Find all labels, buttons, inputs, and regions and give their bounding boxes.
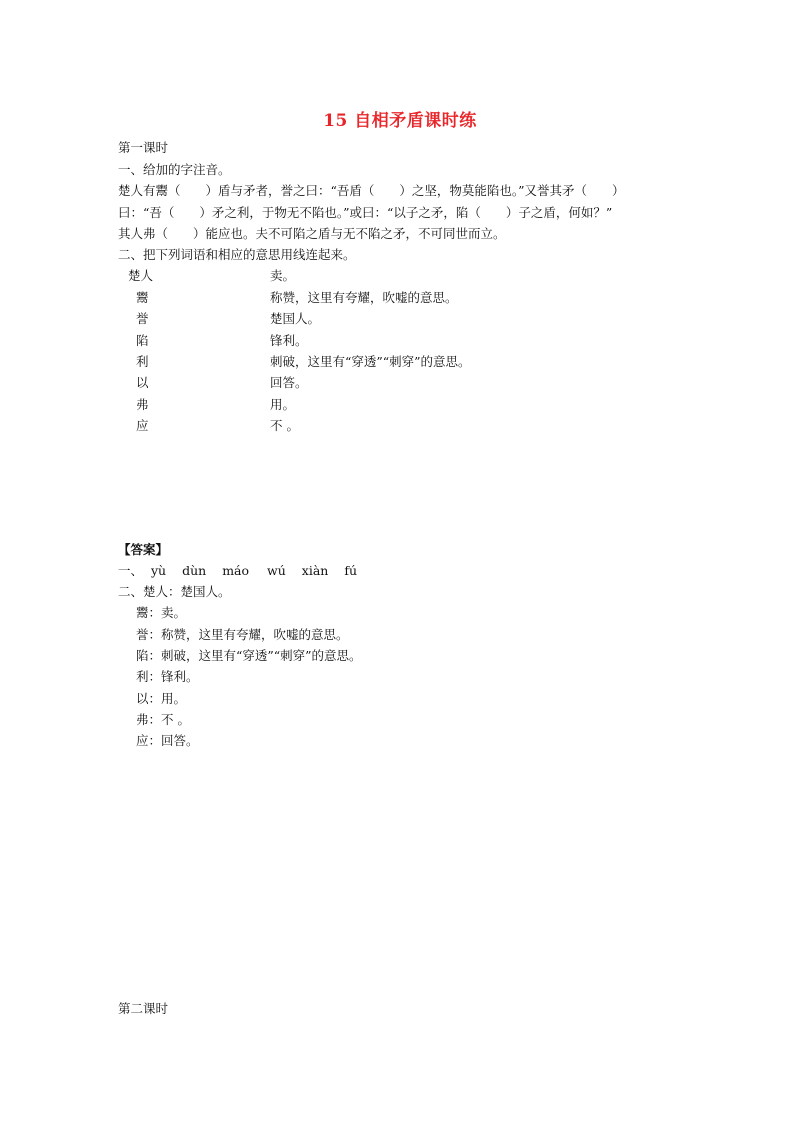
page-title: 15 自相矛盾课时练 (323, 111, 477, 131)
answer-row: 誉：称赞，这里有夸耀，吹嘘的意思。 (136, 627, 349, 642)
match-word: 以 (136, 375, 149, 390)
lesson1-heading: 第一课时 (118, 140, 169, 155)
answer-row: 弗：不 。 (136, 712, 190, 727)
answer1-prefix: 一、 (118, 563, 144, 578)
pinyin-answer: dùn (182, 563, 207, 578)
match-meaning: 回答。 (270, 375, 308, 390)
pinyin-answer: yù (151, 563, 167, 578)
question1-label: 一、给加的字注音。 (118, 162, 231, 177)
answer-row: 利：锋利。 (136, 669, 199, 684)
match-meaning: 称赞，这里有夸耀，吹嘘的意思。 (270, 290, 458, 305)
match-meaning: 刺破，这里有“穿透”“刺穿”的意思。 (270, 354, 471, 369)
answer-row: 应：回答。 (136, 733, 199, 748)
match-word: 鬻 (136, 290, 149, 305)
match-word: 利 (136, 354, 149, 369)
pinyin-answer: máo (222, 563, 250, 578)
match-meaning: 锋利。 (270, 333, 308, 348)
answer-row: 陷：刺破，这里有“穿透”“刺穿”的意思。 (136, 648, 362, 663)
passage-line-1: 楚人有鬻（ ）盾与矛者，誉之曰：“吾盾（ ）之坚，物莫能陷也。”又誉其矛（ ） (118, 183, 625, 198)
passage-line-2: 曰：“吾（ ）矛之利，于物无不陷也。”或曰：“以子之矛，陷（ ）子之盾，何如？” (118, 205, 613, 220)
match-word: 弗 (136, 397, 149, 412)
match-meaning: 不 。 (270, 418, 299, 433)
match-meaning: 楚国人。 (270, 311, 321, 326)
match-meaning: 卖。 (270, 268, 296, 283)
answer2-prefix: 二、 (118, 584, 144, 599)
match-word: 楚人 (128, 268, 154, 283)
answers-heading: 【答案】 (118, 542, 169, 557)
match-word: 应 (136, 418, 149, 433)
match-word: 誉 (136, 311, 149, 326)
question2-label: 二、把下列词语和相应的意思用线连起来。 (118, 247, 356, 262)
answer-row: 鬻：卖。 (136, 605, 187, 620)
lesson2-heading: 第二课时 (118, 1001, 169, 1016)
passage-line-3: 其人弗（ ）能应也。夫不可陷之盾与无不陷之矛，不可同世而立。 (118, 226, 506, 241)
match-word: 陷 (136, 333, 149, 348)
answer-row: 以：用。 (136, 691, 187, 706)
match-meaning: 用。 (270, 397, 296, 412)
answer1-line (118, 563, 357, 579)
pinyin-answer: xiàn (301, 563, 329, 578)
pinyin-answer: fú (344, 563, 357, 578)
answer-row: 楚人：楚国人。 (143, 584, 231, 599)
pinyin-answer: wú (267, 563, 286, 578)
